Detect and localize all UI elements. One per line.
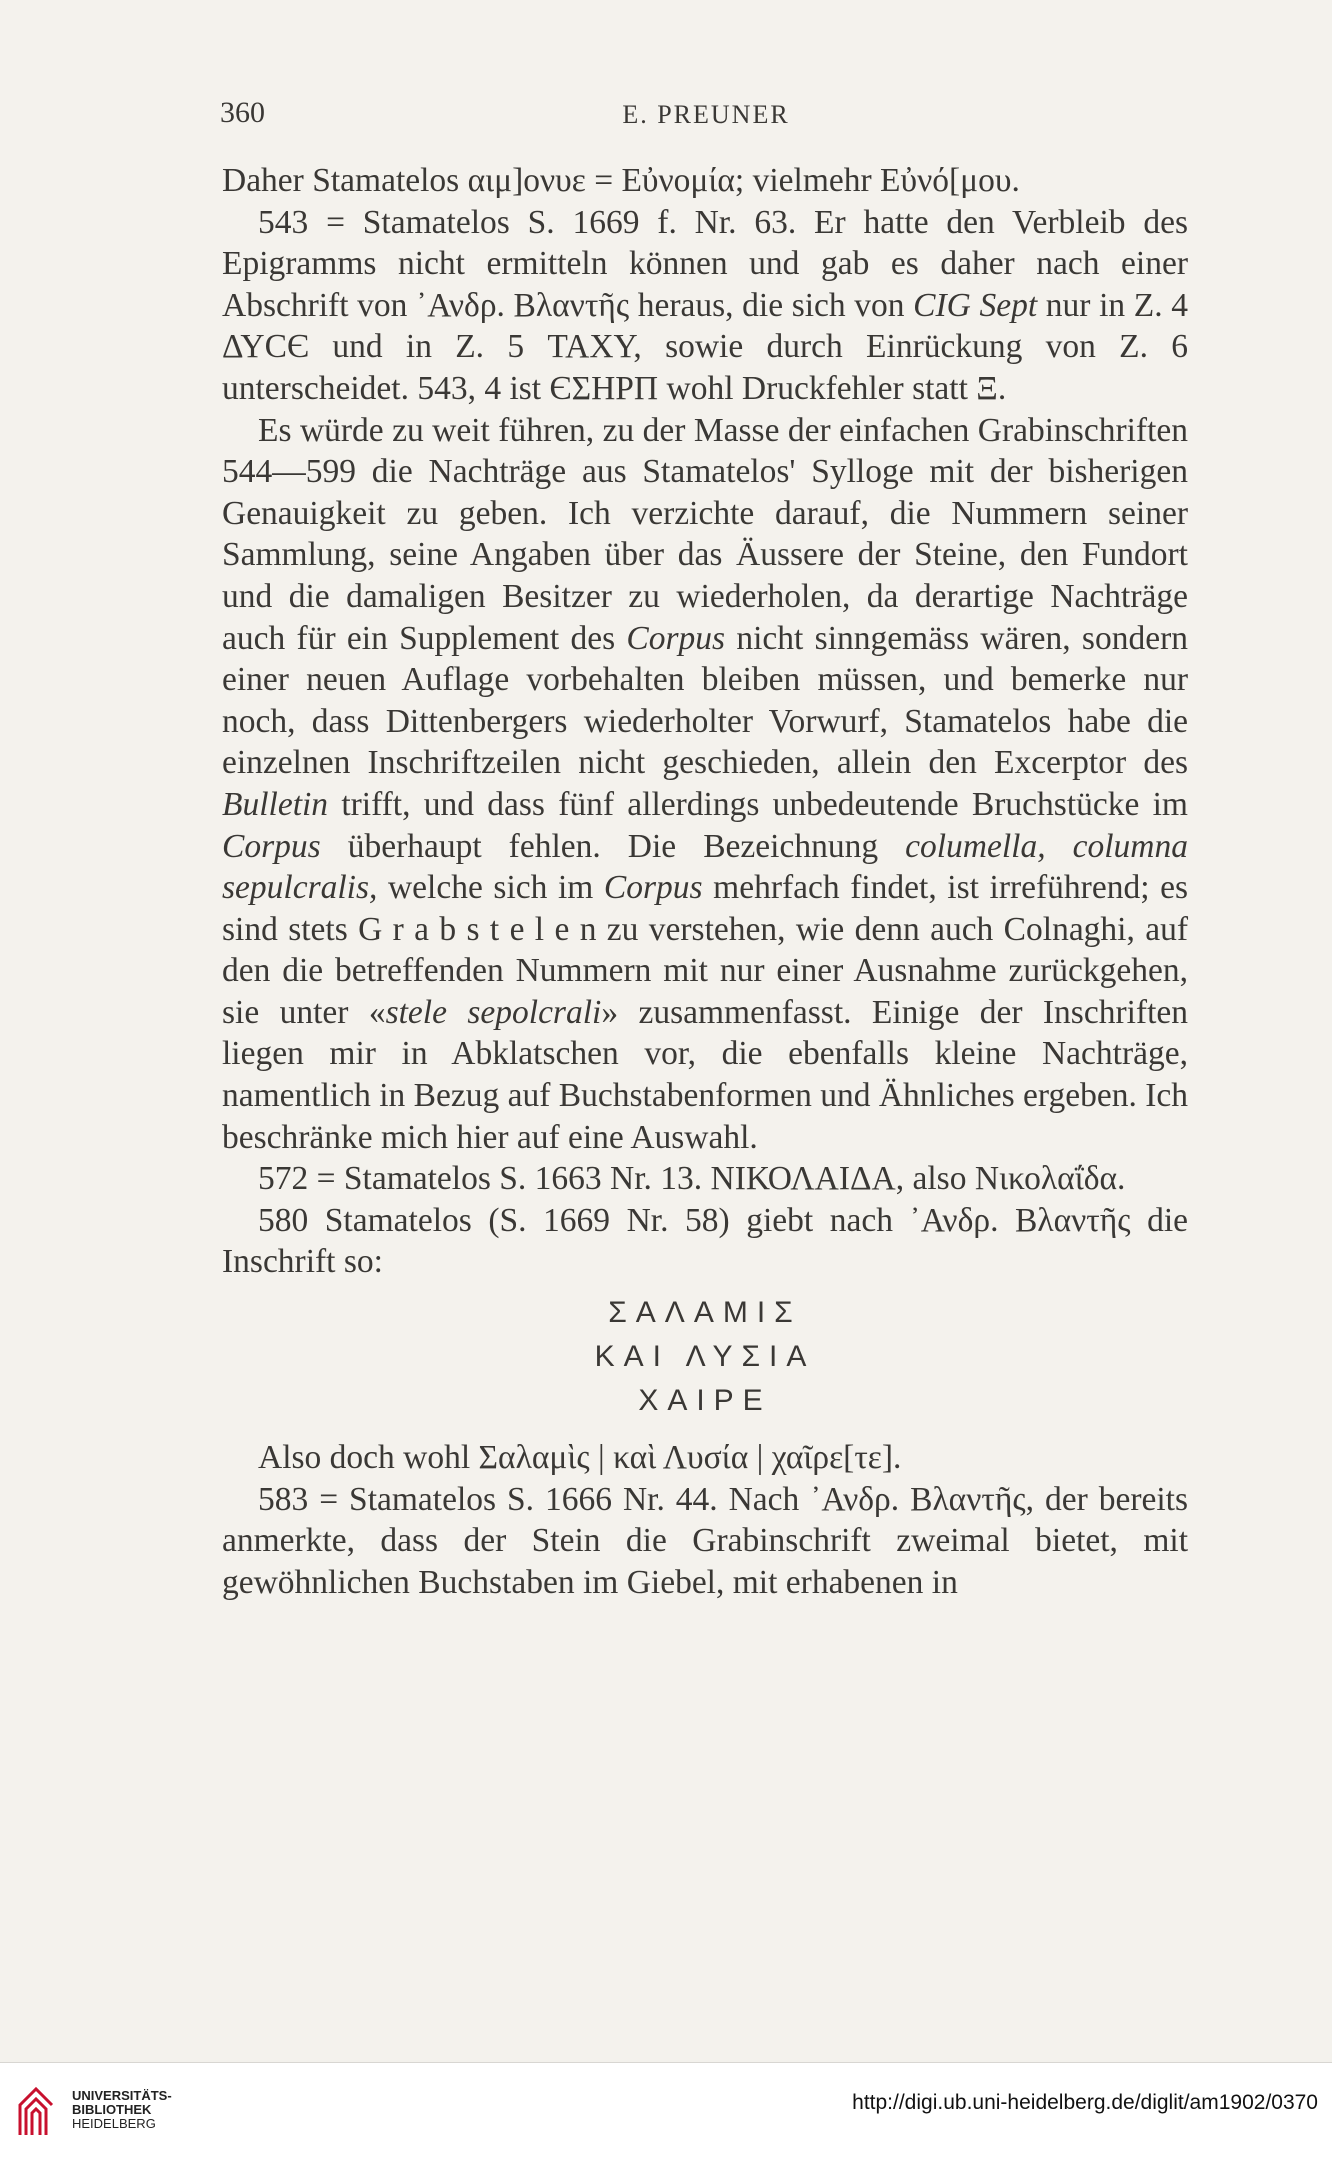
italic-run: Corpus <box>222 827 321 865</box>
text-run: mehrfach findet, ist irreführend; es sind stets G r a b s t e l e n zu verstehen, wie denn auch Colnaghi, auf den die betreffenden Nummern mit nur einer Ausnahme zurückgehen, sie unter « <box>222 869 1188 1031</box>
text-run: nur in Z. 4 ΔΥCЄ und in Z. 5 ΤΑΧΥ, sowie durch Einrückung von Z. 6 unterscheidet. 543, 4 ist ЄΣΗΡΠ wohl Druckfehler statt Ξ. <box>222 286 1188 407</box>
text-run: 543 = Stamatelos S. 1669 f. Nr. 63. Er hatte den Verbleib des Epigramms nicht ermitteln können und gab es daher nach einer Abschrift von ᾿Ανδρ. Βλαντῆς heraus, die sich von <box>222 203 1188 324</box>
paragraph-1: Daher Stamatelos αιμ]ονυε = Εὐνομία; vielmehr Εὐνό[μου. <box>222 162 1020 199</box>
italic-run: CIG Sept <box>913 286 1038 324</box>
library-name-line: BIBLIOTHEK <box>72 2102 152 2117</box>
paragraph-5: 580 Stamatelos (S. 1669 Nr. 58) giebt nach ᾿Ανδρ. Βλαντῆς die Inschrift so: <box>222 1201 1188 1281</box>
inscription-block <box>222 1291 1188 1423</box>
library-footer <box>0 2062 1332 2159</box>
library-name-line: UNIVERSITÄTS- <box>72 2088 172 2103</box>
body-text <box>222 160 1188 1603</box>
text-run: überhaupt fehlen. Die Bezeichnung <box>320 827 906 865</box>
italic-run: columella, columna sepulcralis, <box>222 827 1188 907</box>
text-run: Es würde zu weit führen, zu der Masse der einfachen Grabinschriften 544—599 die Nachträge aus Stamatelos' Sylloge mit der bisherigen Genauigkeit zu geben. Ich verzichte darauf, die Nummern seiner Sammlung, seine Angaben über das Äussere der Steine, den Fundort und die damaligen Besitzer zu wiederholen, da derartige Nachträge auch für ein Supplement des <box>222 411 1188 657</box>
inscription-line: ΚΑΙ ΛΥΣΙΑ <box>594 1340 816 1374</box>
paragraph-3 <box>222 410 1188 1159</box>
italic-run: Bulletin <box>222 785 329 823</box>
paragraph-6: Also doch wohl Σαλαμὶς | καὶ Λυσία | χαῖρε[τε]. <box>258 1439 902 1477</box>
text-run: » zusammenfasst. Einige der Inschriften liegen mir in Abklatschen vor, die ebenfalls kleine Nachträge, namentlich in Bezug auf Buchstabenformen und Ähnliches ergeben. Ich beschränke mich hier auf eine Auswahl. <box>222 993 1189 1156</box>
italic-run: Corpus <box>626 619 726 657</box>
page-number: 360 <box>220 96 265 129</box>
running-head: E. PREUNER <box>622 100 790 129</box>
library-name <box>72 2089 172 2131</box>
paragraph-4: 572 = Stamatelos S. 1663 Nr. 13. ΝΙΚΟΛΑΙΔΑ, also Νικολαΐδα. <box>258 1160 1126 1198</box>
text-run: welche sich im <box>377 869 604 907</box>
inscription-line: ΧΑΙΡΕ <box>638 1384 772 1418</box>
inscription-line: ΣΑΛΑΜΙΣ <box>608 1296 802 1330</box>
page-header <box>220 96 1192 136</box>
library-logo-icon <box>14 2081 58 2139</box>
italic-run: stele sepolcrali <box>385 993 602 1031</box>
paragraph-7: 583 = Stamatelos S. 1666 Nr. 44. Nach ᾿Ανδρ. Βλαντῆς, der bereits anmerkte, dass der Stein die Grabinschrift zweimal bietet, mit gewöhnlichen Buchstaben im Giebel, mit erhabenen in <box>222 1480 1188 1601</box>
source-url[interactable]: http://digi.ub.uni-heidelberg.de/diglit/am1902/0370 <box>852 2091 1318 2114</box>
text-run: nicht sinngemäss wären, sondern einer neuen Auflage vorbehalten bleiben müssen, und bemerke nur noch, dass Dittenbergers wiederholter Vorwurf, Stamatelos habe die einzelnen Inschriftzeilen nicht geschieden, allein den Excerptor des <box>222 619 1188 782</box>
italic-run: Corpus <box>603 869 703 907</box>
paragraph-2 <box>222 202 1188 410</box>
text-run: trifft, und dass fünf allerdings unbedeutende Bruchstücke im <box>328 785 1188 823</box>
library-name-line: HEIDELBERG <box>72 2116 156 2131</box>
